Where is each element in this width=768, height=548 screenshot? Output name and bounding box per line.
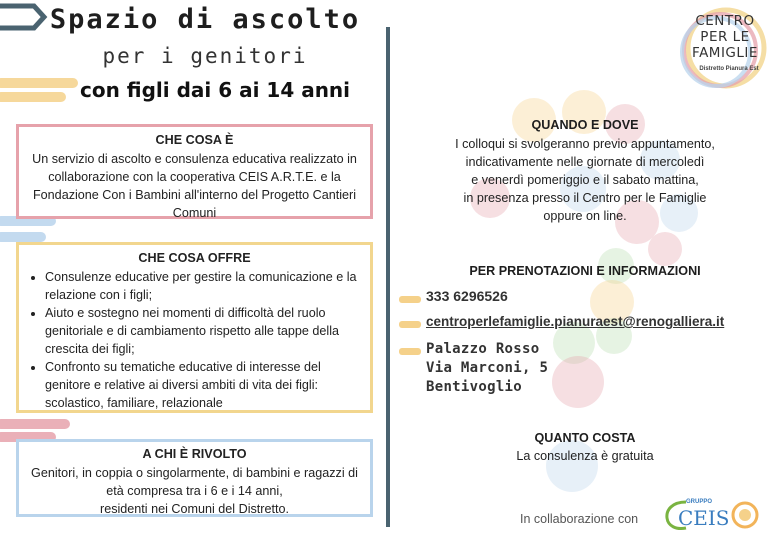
- che-cosa-offre-box: [16, 242, 373, 413]
- collaboration-text: In collaborazione con: [520, 512, 639, 526]
- che-cosa-e-heading: CHE COSA È: [155, 133, 234, 147]
- address-line: Bentivoglio: [426, 379, 523, 395]
- list-item: • Confronto su tematiche educative di interesse del genitore e relative ai diversi ambiti di vita dei figli: scolastico, familiare, relazionale: [45, 358, 362, 412]
- quanto-costa-heading: QUANTO COSTA: [534, 431, 636, 445]
- email-link[interactable]: centroperlefamiglie.pianuraest@renogalliera.it: [426, 314, 725, 329]
- logo-subtitle: Distretto Pianura Est: [699, 66, 759, 72]
- decorative-stroke: [0, 419, 70, 429]
- che-cosa-e-box: [16, 124, 373, 219]
- vertical-divider: [386, 27, 390, 527]
- a-chi-line: residenti nei Comuni del Distretto.: [100, 502, 289, 516]
- page-title: Spazio di ascolto: [49, 4, 361, 35]
- decorative-stroke: [0, 92, 66, 102]
- quando-e-dove-heading: QUANDO E DOVE: [531, 118, 639, 132]
- che-cosa-offre-heading: CHE COSA OFFRE: [138, 251, 251, 265]
- a-chi-e-rivolto-box: [16, 439, 373, 517]
- logo-line: CENTRO: [695, 13, 755, 29]
- ceis-top-text: GRUPPO: [686, 499, 713, 505]
- ceis-text: CEIS: [678, 506, 730, 530]
- quanto-costa-text: La consulenza è gratuita: [516, 449, 654, 463]
- offre-list: [19, 268, 370, 412]
- address-marker: [399, 348, 421, 355]
- prenotazioni-heading: PER PRENOTAZIONI E INFORMAZIONI: [469, 264, 701, 278]
- logo-line: PER LE: [700, 29, 750, 45]
- quando-line: oppure on line.: [543, 209, 627, 223]
- quando-line: I colloqui si svolgeranno previo appuntamento,: [455, 137, 715, 151]
- email-marker: [399, 321, 421, 328]
- logo-line: FAMIGLIE: [692, 45, 758, 61]
- a-chi-line: età compresa tra i 6 e i 14 anni,: [106, 484, 283, 498]
- ceis-logo: [664, 498, 730, 532]
- phone-number[interactable]: 333 6296526: [426, 288, 508, 304]
- list-item: • Consulenze educative per gestire la comunicazione e la relazione con i figli;: [45, 268, 362, 304]
- quando-line: indicativamente nelle giornate di mercoledì: [465, 155, 705, 169]
- che-cosa-e-line: collaborazione con la cooperativa CEIS A.R.T.E. e la: [48, 170, 341, 184]
- a-chi-line: Genitori, in coppia o singolarmente, di bambini e ragazzi di: [31, 466, 358, 480]
- che-cosa-e-line: Un servizio di ascolto e consulenza educativa realizzato in: [32, 152, 357, 166]
- quando-line: in presenza presso il Centro per le Famiglie: [463, 191, 707, 205]
- list-item: • Aiuto e sostegno nei momenti di difficoltà del ruolo genitoriale e di cambiamento rispetto alle tappe della crescita dei figli;: [45, 304, 362, 358]
- decorative-stroke: [0, 232, 46, 242]
- address-line: Via Marconi, 5: [426, 360, 549, 376]
- page-subtitle-age: con figli dai 6 ai 14 anni: [79, 78, 351, 102]
- decorative-circle: [648, 232, 682, 266]
- quando-line: e venerdì pomeriggio e il sabato mattina,: [471, 173, 699, 187]
- partner-logo-icon: [730, 500, 760, 530]
- address-line: Palazzo Rosso: [426, 341, 540, 357]
- decorative-circle: [552, 356, 604, 408]
- page-subtitle: per i genitori: [102, 44, 308, 68]
- che-cosa-e-line: Fondazione Con i Bambini all'interno del Progetto Cantieri: [32, 188, 357, 202]
- phone-marker: [399, 296, 421, 303]
- a-chi-e-rivolto-heading: A CHI È RIVOLTO: [142, 447, 247, 461]
- decorative-stroke: [0, 78, 78, 88]
- che-cosa-e-line: Comuni: [172, 206, 217, 220]
